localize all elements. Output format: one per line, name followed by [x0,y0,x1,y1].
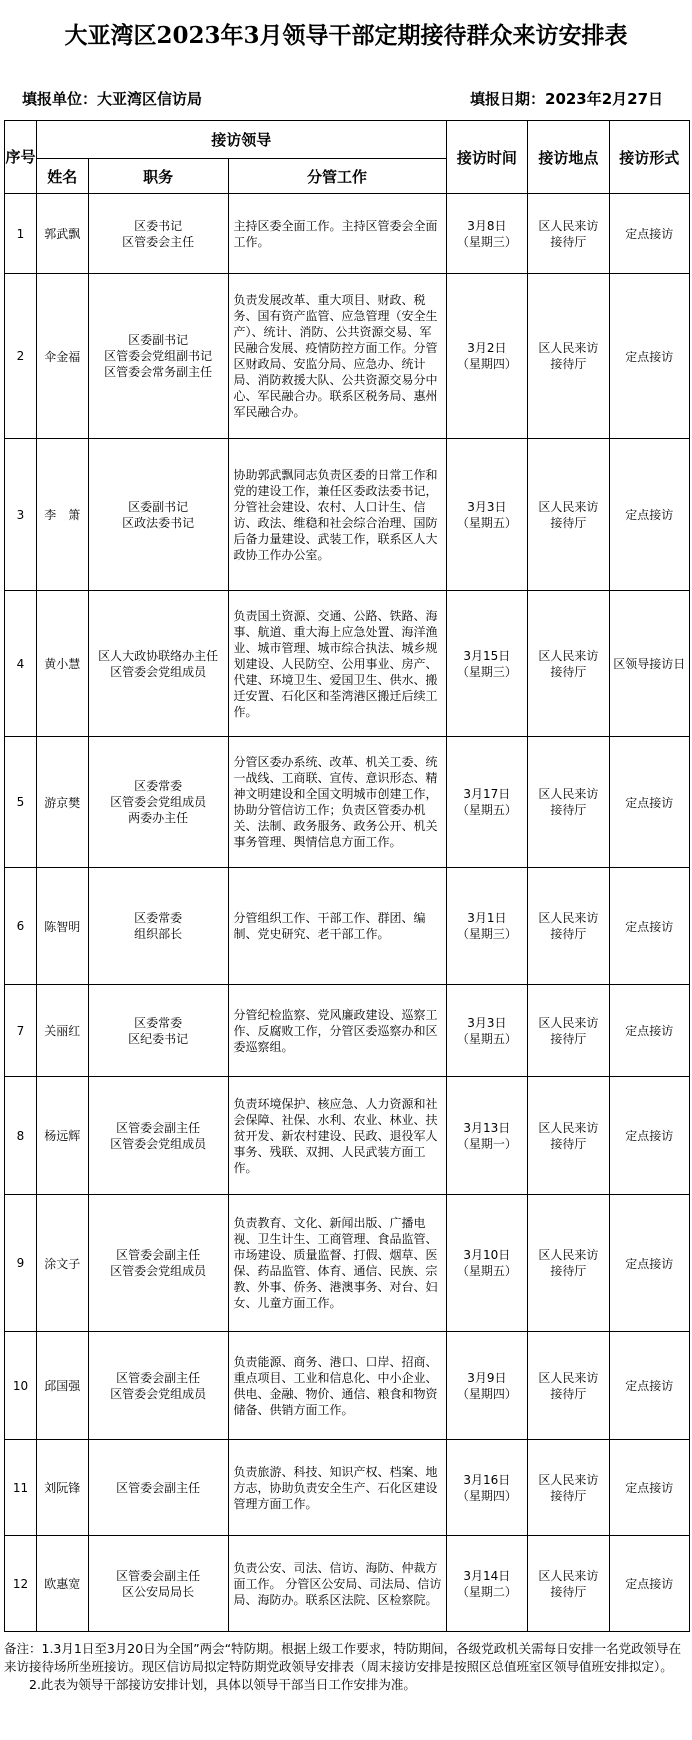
row-duty: 负责国土资源、交通、公路、铁路、海事、航道、重大海上应急处置、海洋渔业、城市管理、城市综合执法、城乡规划建设、人民防空、公用事业、房产、代建、环境卫生、爱国卫生、供水、搬迁安置、石化区和荃湾港区搬迁后续工作。 [228,591,446,737]
row-form: 定点接访 [609,868,689,985]
row-time: 3月3日 （星期五） [446,439,527,591]
row-position: 区管委会副主任 区管委会党组成员 [88,1332,228,1440]
row-position: 区委常委 组织部长 [88,868,228,985]
row-position: 区委副书记 区管委会党组副书记 区管委会常务副主任 [88,274,228,439]
row-name: 刘阮锋 [36,1440,88,1536]
table-row [5,1077,690,1195]
row-duty: 分管纪检监察、党风廉政建设、巡察工作、反腐败工作，分管区委巡察办和区委巡察组。 [228,985,446,1077]
row-no: 6 [5,868,37,985]
row-no: 2 [5,274,37,439]
row-place: 区人民来访 接待厅 [528,591,609,737]
row-time: 3月1日 （星期三） [446,868,527,985]
row-no: 11 [5,1440,37,1536]
row-duty: 负责发展改革、重大项目、财政、税务、国有资产监管、应急管理（安全生产）、统计、消防、公共资源交易、军民融合发展、疫情防控方面工作。分管区财政局、安监分局、应急办、统计局、消防救援大队、公共资源交易分中心、军民融合办。联系区税务局、惠州军民融合办。 [228,274,446,439]
row-name: 邱国强 [36,1332,88,1440]
header-time: 接访时间 [446,121,527,194]
row-name: 涂文子 [36,1195,88,1332]
table-row [5,1195,690,1332]
row-duty: 负责教育、文化、新闻出版、广播电视、卫生计生、工商管理、食品监管、市场建设、质量监督、打假、烟草、医保、药品监管、体育、通信、民族、宗教、外事、侨务、港澳事务、对台、妇女、儿童方面工作。 [228,1195,446,1332]
row-name: 杨远辉 [36,1077,88,1195]
row-duty: 负责能源、商务、港口、口岸、招商、重点项目、工业和信息化、中小企业、供电、金融、物价、通信、粮食和物资储备、供销方面工作。 [228,1332,446,1440]
row-name: 黄小慧 [36,591,88,737]
row-position: 区委书记 区管委会主任 [88,194,228,274]
row-time: 3月14日 （星期二） [446,1536,527,1632]
row-time: 3月15日 （星期三） [446,591,527,737]
row-form: 定点接访 [609,985,689,1077]
row-place: 区人民来访 接待厅 [528,737,609,868]
table-row [5,737,690,868]
row-time: 3月17日 （星期五） [446,737,527,868]
row-form: 定点接访 [609,274,689,439]
table-row [5,591,690,737]
table-row [5,1440,690,1536]
row-time: 3月16日 （星期四） [446,1440,527,1536]
table-row [5,1332,690,1440]
row-place: 区人民来访 接待厅 [528,1440,609,1536]
row-form: 定点接访 [609,1195,689,1332]
header-form: 接访形式 [609,121,689,194]
row-name: 陈智明 [36,868,88,985]
row-place: 区人民来访 接待厅 [528,985,609,1077]
row-no: 12 [5,1536,37,1632]
row-position: 区委常委 区管委会党组成员 两委办主任 [88,737,228,868]
row-place: 区人民来访 接待厅 [528,868,609,985]
row-time: 3月8日 （星期三） [446,194,527,274]
row-place: 区人民来访 接待厅 [528,194,609,274]
row-no: 8 [5,1077,37,1195]
row-time: 3月9日 （星期四） [446,1332,527,1440]
remarks [4,1640,690,1694]
row-form: 定点接访 [609,1536,689,1632]
header-position: 职务 [88,159,228,194]
reporting-unit: 填报单位：大亚湾区信访局 [22,90,203,108]
row-form: 定点接访 [609,1077,689,1195]
row-time: 3月3日 （星期五） [446,985,527,1077]
row-form: 定点接访 [609,737,689,868]
table-row [5,985,690,1077]
row-duty: 负责公安、司法、信访、海防、仲裁方面工作。 分管区公安局、司法局、信访局、海防办。联系区法院、区检察院。 [228,1536,446,1632]
row-place: 区人民来访 接待厅 [528,439,609,591]
table-row [5,274,690,439]
row-time: 3月2日 （星期四） [446,274,527,439]
page-title: 大亚湾区2023年3月领导干部定期接待群众来访安排表 [64,22,628,49]
row-name: 关丽红 [36,985,88,1077]
remark-1: 备注：1.3月1日至3月20日为全国”两会“特防期。根据上级工作要求，特防期间，各级党政机关需每日安排一名党政领导在来访接待场所坐班接访。现区信访局拟定特防期党政领导安排表（周末接访安排是按照区总值班室区领导值班安排拟定）。 [4,1641,682,1674]
row-place: 区人民来访 接待厅 [528,1332,609,1440]
row-no: 9 [5,1195,37,1332]
header-leader: 接访领导 [36,121,446,159]
row-form: 定点接访 [609,194,689,274]
table-row [5,1536,690,1632]
remark-2: 2.此表为领导干部接访安排计划，具体以领导干部当日工作安排为准。 [4,1677,416,1692]
row-position: 区管委会副主任 区管委会党组成员 [88,1195,228,1332]
row-form: 定点接访 [609,439,689,591]
header-place: 接访地点 [528,121,609,194]
row-place: 区人民来访 接待厅 [528,1077,609,1195]
row-place: 区人民来访 接待厅 [528,1536,609,1632]
row-no: 4 [5,591,37,737]
row-no: 10 [5,1332,37,1440]
row-no: 3 [5,439,37,591]
row-duty: 主持区委全面工作。主持区管委会全面工作。 [228,194,446,274]
row-position: 区管委会副主任 区公安局局长 [88,1536,228,1632]
row-form: 区领导接访日 [609,591,689,737]
row-no: 5 [5,737,37,868]
schedule-table [4,120,690,1632]
row-name: 郭武飘 [36,194,88,274]
row-place: 区人民来访 接待厅 [528,1195,609,1332]
table-row [5,439,690,591]
row-time: 3月13日 （星期一） [446,1077,527,1195]
row-duty: 负责旅游、科技、知识产权、档案、地方志，协助负责安全生产、石化区建设管理方面工作。 [228,1440,446,1536]
header-name: 姓名 [36,159,88,194]
row-duty: 负责环境保护、核应急、人力资源和社会保障、社保、水利、农业、林业、扶贫开发、新农村建设、民政、退役军人事务、残联、双拥、人民武装方面工作。 [228,1077,446,1195]
table-row [5,194,690,274]
row-name: 伞金福 [36,274,88,439]
table-row [5,868,690,985]
row-position: 区委副书记 区政法委书记 [88,439,228,591]
header-no: 序号 [5,121,37,194]
row-duty: 分管组织工作、干部工作、群团、编制、党史研究、老干部工作。 [228,868,446,985]
row-form: 定点接访 [609,1440,689,1536]
reporting-date: 填报日期：2023年2月27日 [470,90,664,108]
row-duty: 协助郭武飘同志负责区委的日常工作和党的建设工作，兼任区委政法委书记，分管社会建设、农村、人口计生、信访、政法、维稳和社会综合治理、国防后备力量建设、武装工作，联系区人大政协工作办公室。 [228,439,446,591]
row-no: 7 [5,985,37,1077]
row-place: 区人民来访 接待厅 [528,274,609,439]
row-position: 区管委会副主任 [88,1440,228,1536]
row-name: 李 箫 [36,439,88,591]
header-duty: 分管工作 [228,159,446,194]
row-name: 欧惠宽 [36,1536,88,1632]
row-position: 区委常委 区纪委书记 [88,985,228,1077]
row-form: 定点接访 [609,1332,689,1440]
row-position: 区管委会副主任 区管委会党组成员 [88,1077,228,1195]
row-name: 游京樊 [36,737,88,868]
row-time: 3月10日 （星期五） [446,1195,527,1332]
row-no: 1 [5,194,37,274]
row-position: 区人大政协联络办主任 区管委会党组成员 [88,591,228,737]
row-duty: 分管区委办系统、改革、机关工委、统一战线、工商联、宣传、意识形态、精神文明建设和全国文明城市创建工作，协助分管信访工作；负责区管委办机关、法制、政务服务、政务公开、机关事务管理、舆情信息方面工作。 [228,737,446,868]
